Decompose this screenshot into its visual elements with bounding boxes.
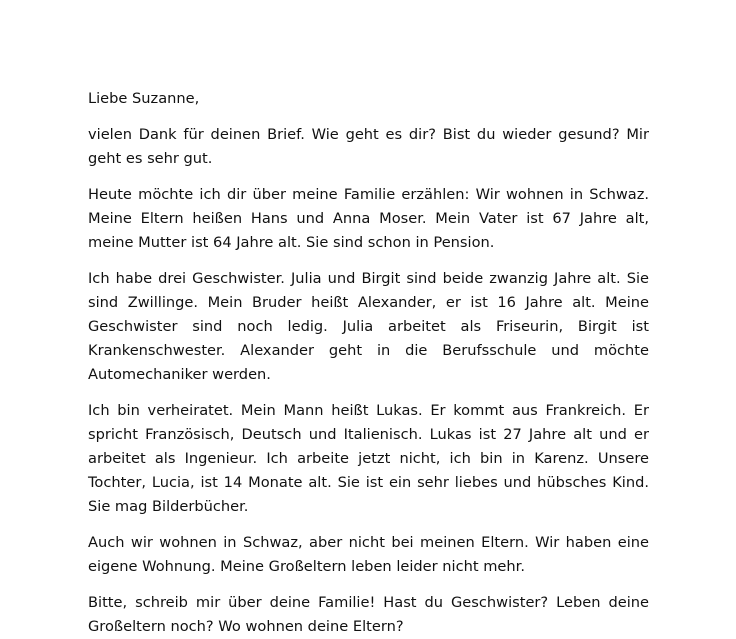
letter-paragraph-3: Ich habe drei Geschwister. Julia und Birgit sind beide zwanzig Jahre alt. Sie sind Zwillinge. Mein Bruder heißt Alexander, er ist 16 Jahre alt. Meine Geschwister sind noch ledig. Julia arbeitet als Friseurin, Birgit ist Krankenschwester. Alexander geht in die Berufsschule und möchte Automechaniker werden. xyxy=(88,270,649,383)
letter-greeting: Liebe Suzanne, xyxy=(88,90,200,107)
letter-body xyxy=(88,87,649,639)
letter-paragraph-1: vielen Dank für deinen Brief. Wie geht es dir? Bist du wieder gesund? Mir geht es sehr gut. xyxy=(88,126,649,167)
letter-paragraph-5: Auch wir wohnen in Schwaz, aber nicht bei meinen Eltern. Wir haben eine eigene Wohnung. Meine Großeltern leben leider nicht mehr. xyxy=(88,534,649,575)
letter-paragraph-4: Ich bin verheiratet. Mein Mann heißt Lukas. Er kommt aus Frankreich. Er spricht Französisch, Deutsch und Italienisch. Lukas ist 27 Jahre alt und er arbeitet als Ingenieur. Ich arbeite jetzt nicht, ich bin in Karenz. Unsere Tochter, Lucia, ist 14 Monate alt. Sie ist ein sehr liebes und hübsches Kind. Sie mag Bilderbücher. xyxy=(88,402,649,515)
letter-paragraph-2: Heute möchte ich dir über meine Familie erzählen: Wir wohnen in Schwaz. Meine Eltern heißen Hans und Anna Moser. Mein Vater ist 67 Jahre alt, meine Mutter ist 64 Jahre alt. Sie sind schon in Pension. xyxy=(88,186,649,251)
letter-paragraph-6: Bitte, schreib mir über deine Familie! Hast du Geschwister? Leben deine Großeltern noch? Wo wohnen deine Eltern? xyxy=(88,594,649,635)
